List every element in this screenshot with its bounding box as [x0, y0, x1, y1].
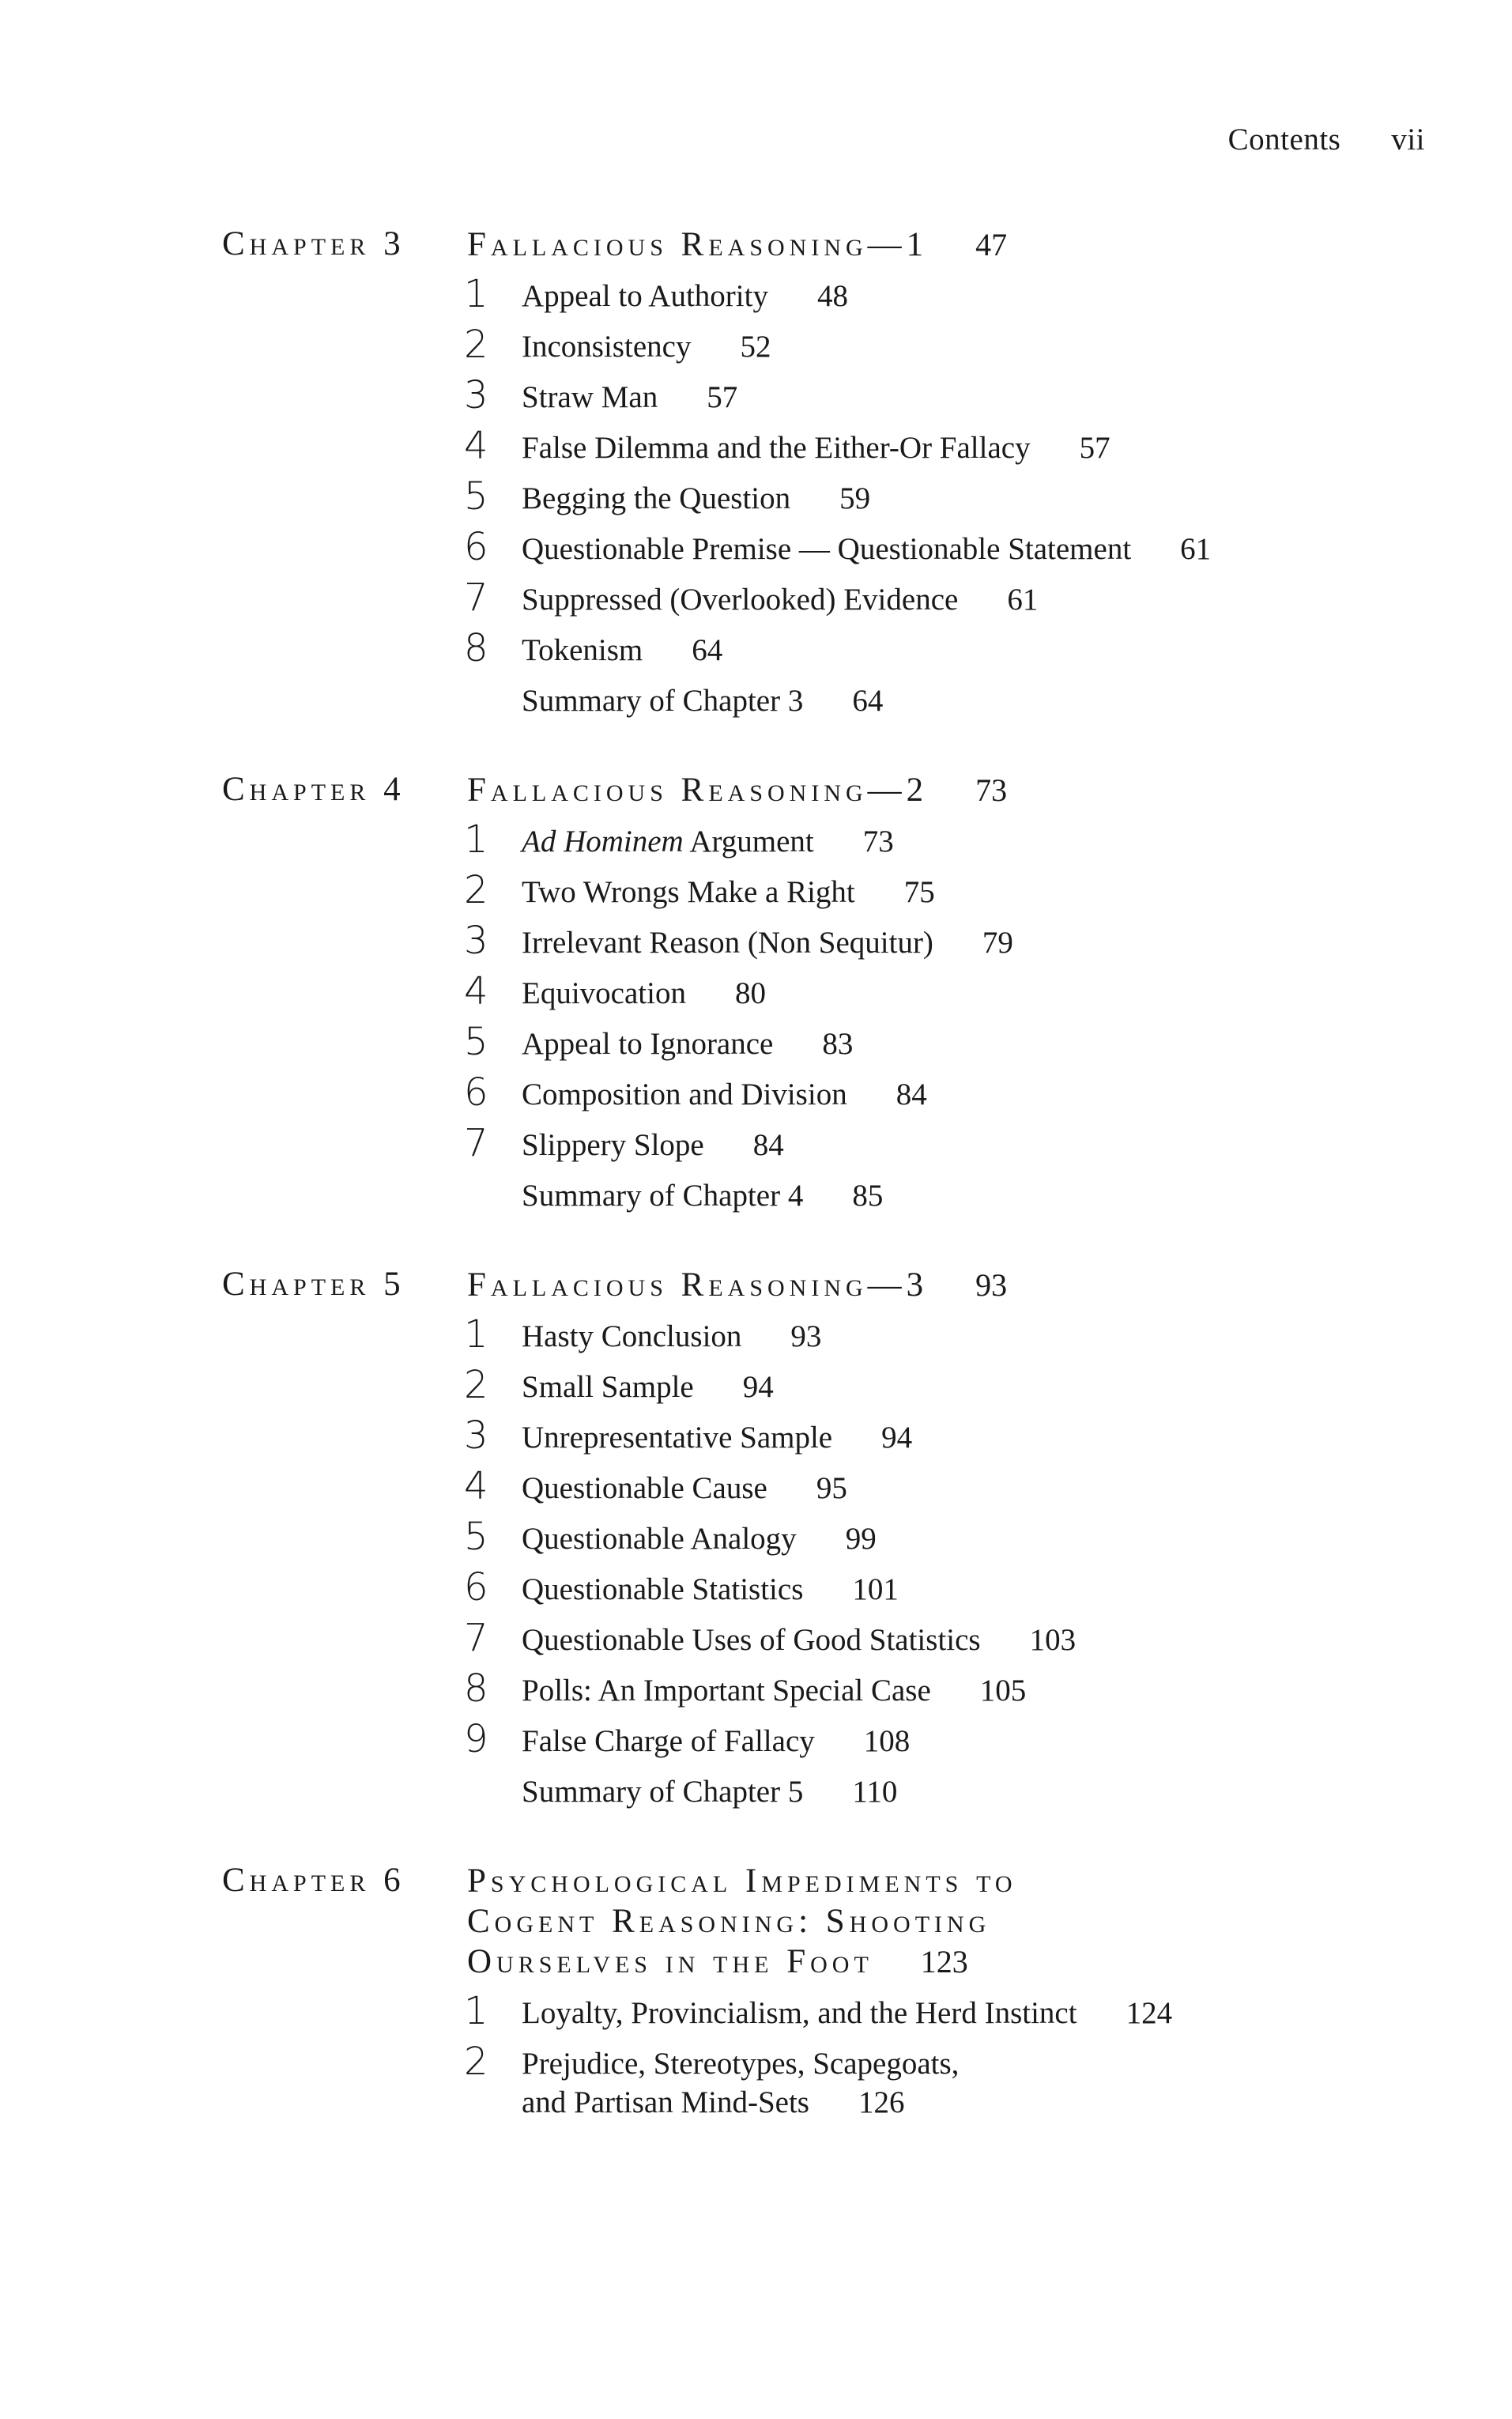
- toc-entry[interactable]: [464, 1989, 1452, 2046]
- chapter-title[interactable]: [467, 1265, 1007, 1305]
- toc-entry[interactable]: [464, 1363, 1452, 1420]
- entry-page: 75: [903, 875, 935, 909]
- toc-entry[interactable]: [464, 1515, 1452, 1572]
- toc-summary[interactable]: [464, 1178, 1452, 1228]
- entry-title: Questionable Analogy: [522, 1522, 797, 1556]
- toc-entry[interactable]: [464, 1413, 1452, 1470]
- entry-number: 7: [464, 1616, 488, 1660]
- running-header: [1228, 122, 1425, 157]
- entry-number: 1: [464, 272, 488, 316]
- entry-title: Questionable Statistics: [522, 1572, 804, 1606]
- toc-entry[interactable]: [464, 626, 1452, 683]
- chapter-page: 93: [975, 1267, 1008, 1303]
- toc-entry[interactable]: [464, 2040, 1452, 2128]
- entry-page: 52: [740, 330, 771, 364]
- entry-title: Suppressed (Overlooked) Evidence: [522, 583, 959, 617]
- chapter-title[interactable]: [467, 225, 1007, 265]
- toc-summary[interactable]: [464, 1774, 1452, 1825]
- chapter-label: Chapter 6: [222, 1862, 405, 1899]
- entry-title: False Charge of Fallacy: [522, 1724, 815, 1758]
- entry-title: Small Sample: [522, 1370, 694, 1404]
- toc-entry[interactable]: [464, 1312, 1452, 1369]
- entry-page: 93: [790, 1319, 822, 1353]
- summary-title: Summary of Chapter 4: [522, 1179, 804, 1213]
- entry-number: 5: [464, 474, 488, 519]
- entry-title: Argument: [683, 825, 814, 859]
- entry-title: Composition and Division: [522, 1077, 847, 1111]
- toc-entry[interactable]: [464, 1717, 1452, 1774]
- entry-page: 99: [845, 1522, 877, 1556]
- chapter-title[interactable]: [467, 770, 1007, 810]
- entry-number: 3: [464, 373, 488, 417]
- entry-page: 80: [734, 976, 766, 1010]
- entry-number: 7: [464, 1121, 488, 1165]
- entry-page: 57: [707, 380, 738, 414]
- entry-title: Questionable Uses of Good Statistics: [522, 1623, 981, 1657]
- toc-entry[interactable]: [464, 424, 1452, 481]
- toc-entry[interactable]: [464, 1070, 1452, 1127]
- entry-title: Tokenism: [522, 633, 643, 667]
- chapter-title-line: Cogent Reasoning: Shooting: [467, 1903, 991, 1940]
- entry-title: Two Wrongs Make a Right: [522, 875, 855, 909]
- entry-title: Appeal to Authority: [522, 279, 768, 313]
- chapter-entries: [464, 1312, 1452, 1825]
- chapter-label: Chapter 5: [222, 1266, 405, 1303]
- chapter-label: Chapter 3: [222, 225, 405, 262]
- entry-title: Unrepresentative Sample: [522, 1421, 833, 1455]
- entry-page: 79: [982, 926, 1013, 960]
- entry-page: 94: [742, 1370, 774, 1404]
- entry-page: 108: [863, 1724, 911, 1758]
- toc-entry[interactable]: [464, 474, 1452, 531]
- chapter-entries: [464, 817, 1452, 1228]
- entry-page: 94: [881, 1421, 913, 1455]
- header-section: Contents: [1227, 123, 1341, 157]
- chapter-page: 73: [975, 772, 1008, 808]
- chapter-title-text: Fallacious Reasoning—1: [467, 226, 929, 263]
- entry-number: 1: [464, 1989, 488, 2033]
- toc-entry[interactable]: [464, 969, 1452, 1026]
- entry-title: Loyalty, Provincialism, and the Herd Instinct: [522, 1996, 1077, 2030]
- summary-title: Summary of Chapter 3: [522, 684, 804, 718]
- entry-title-italic: Ad Hominem: [522, 825, 684, 859]
- entry-number: 8: [464, 626, 488, 670]
- entry-title: Questionable Premise — Questionable Statement: [522, 532, 1132, 566]
- summary-title: Summary of Chapter 5: [522, 1775, 804, 1809]
- toc-entry[interactable]: [464, 373, 1452, 430]
- chapter-label: Chapter 4: [222, 771, 405, 808]
- chapter-title[interactable]: [467, 1861, 1017, 1982]
- toc-entry[interactable]: [464, 1020, 1452, 1077]
- entry-page: 103: [1029, 1623, 1076, 1657]
- entry-number: 9: [464, 1717, 488, 1761]
- chapter-page: 123: [920, 1944, 968, 1979]
- toc-entry[interactable]: [464, 868, 1452, 925]
- entry-title: Equivocation: [522, 976, 686, 1010]
- entry-title: Inconsistency: [522, 330, 692, 364]
- chapter-title-text: Fallacious Reasoning—2: [467, 772, 929, 809]
- entry-number: 3: [464, 919, 488, 963]
- entry-page: 48: [816, 279, 848, 313]
- toc-entry[interactable]: [464, 576, 1452, 632]
- entry-number: 1: [464, 817, 488, 862]
- entry-title: Begging the Question: [522, 481, 791, 515]
- entry-page: 59: [839, 481, 871, 515]
- entry-page: 61: [1007, 583, 1039, 617]
- entry-title: Prejudice, Stereotypes, Scapegoats,: [522, 2047, 960, 2081]
- entry-page: 61: [1180, 532, 1212, 566]
- entry-number: 6: [464, 525, 488, 569]
- summary-page: 64: [852, 684, 884, 718]
- summary-page: 85: [852, 1179, 884, 1213]
- entry-number: 6: [464, 1565, 488, 1610]
- chapter-page: 47: [975, 227, 1008, 262]
- entry-page: 101: [852, 1572, 899, 1606]
- entry-number: 2: [464, 868, 488, 912]
- entry-title: Appeal to Ignorance: [522, 1027, 774, 1061]
- entry-title: Polls: An Important Special Case: [522, 1674, 931, 1708]
- toc-entry[interactable]: [464, 919, 1452, 976]
- entry-number: 2: [464, 2040, 488, 2084]
- toc-summary[interactable]: [464, 683, 1452, 734]
- chapter-title-line: Psychological Impediments to: [467, 1862, 1017, 1900]
- chapter-entries: [464, 1989, 1452, 2128]
- entry-number: 4: [464, 1464, 488, 1508]
- toc-entry[interactable]: [464, 1565, 1452, 1622]
- entry-number: 2: [464, 1363, 488, 1407]
- toc-entry[interactable]: [464, 323, 1452, 379]
- entry-number: 7: [464, 576, 488, 620]
- entry-number: 4: [464, 424, 488, 468]
- entry-title: Irrelevant Reason (Non Sequitur): [522, 926, 933, 960]
- toc-entry[interactable]: [464, 1464, 1452, 1521]
- entry-title: Hasty Conclusion: [522, 1319, 742, 1353]
- entry-number: 5: [464, 1515, 488, 1559]
- entry-title: Slippery Slope: [522, 1128, 704, 1162]
- entry-page: 95: [816, 1471, 847, 1505]
- entry-number: 8: [464, 1666, 488, 1711]
- toc-entry[interactable]: [464, 525, 1452, 582]
- entry-number: 4: [464, 969, 488, 1013]
- entry-page: 105: [979, 1674, 1027, 1708]
- entry-title: Questionable Cause: [522, 1471, 767, 1505]
- entry-number: 1: [464, 1312, 488, 1357]
- toc-entry[interactable]: [464, 1616, 1452, 1673]
- entry-number: 3: [464, 1413, 488, 1458]
- toc-entry[interactable]: [464, 272, 1452, 329]
- entry-page: 73: [862, 825, 894, 859]
- entry-title-line2: and Partisan Mind-Sets: [522, 2085, 809, 2119]
- entry-page: 124: [1126, 1996, 1173, 2030]
- entry-title: False Dilemma and the Either-Or Fallacy: [522, 431, 1031, 465]
- chapter-entries: [464, 272, 1452, 734]
- entry-page: 83: [822, 1027, 854, 1061]
- chapter-title-text: Fallacious Reasoning—3: [467, 1266, 929, 1304]
- entry-number: 5: [464, 1020, 488, 1064]
- entry-page: 84: [752, 1128, 784, 1162]
- toc-entry[interactable]: [464, 1666, 1452, 1723]
- entry-page: 84: [896, 1077, 927, 1111]
- entry-number: 2: [464, 323, 488, 367]
- entry-page: 57: [1079, 431, 1110, 465]
- entry-page: 64: [692, 633, 723, 667]
- entry-title: Straw Man: [522, 380, 658, 414]
- chapter-title-line: Ourselves in the Foot: [467, 1943, 873, 1980]
- toc-entry[interactable]: [464, 1121, 1452, 1178]
- summary-page: 110: [852, 1775, 898, 1809]
- toc-entry[interactable]: [464, 817, 1452, 874]
- entry-number: 6: [464, 1070, 488, 1115]
- header-page-numeral: vii: [1391, 123, 1425, 157]
- entry-page: 126: [858, 2085, 905, 2119]
